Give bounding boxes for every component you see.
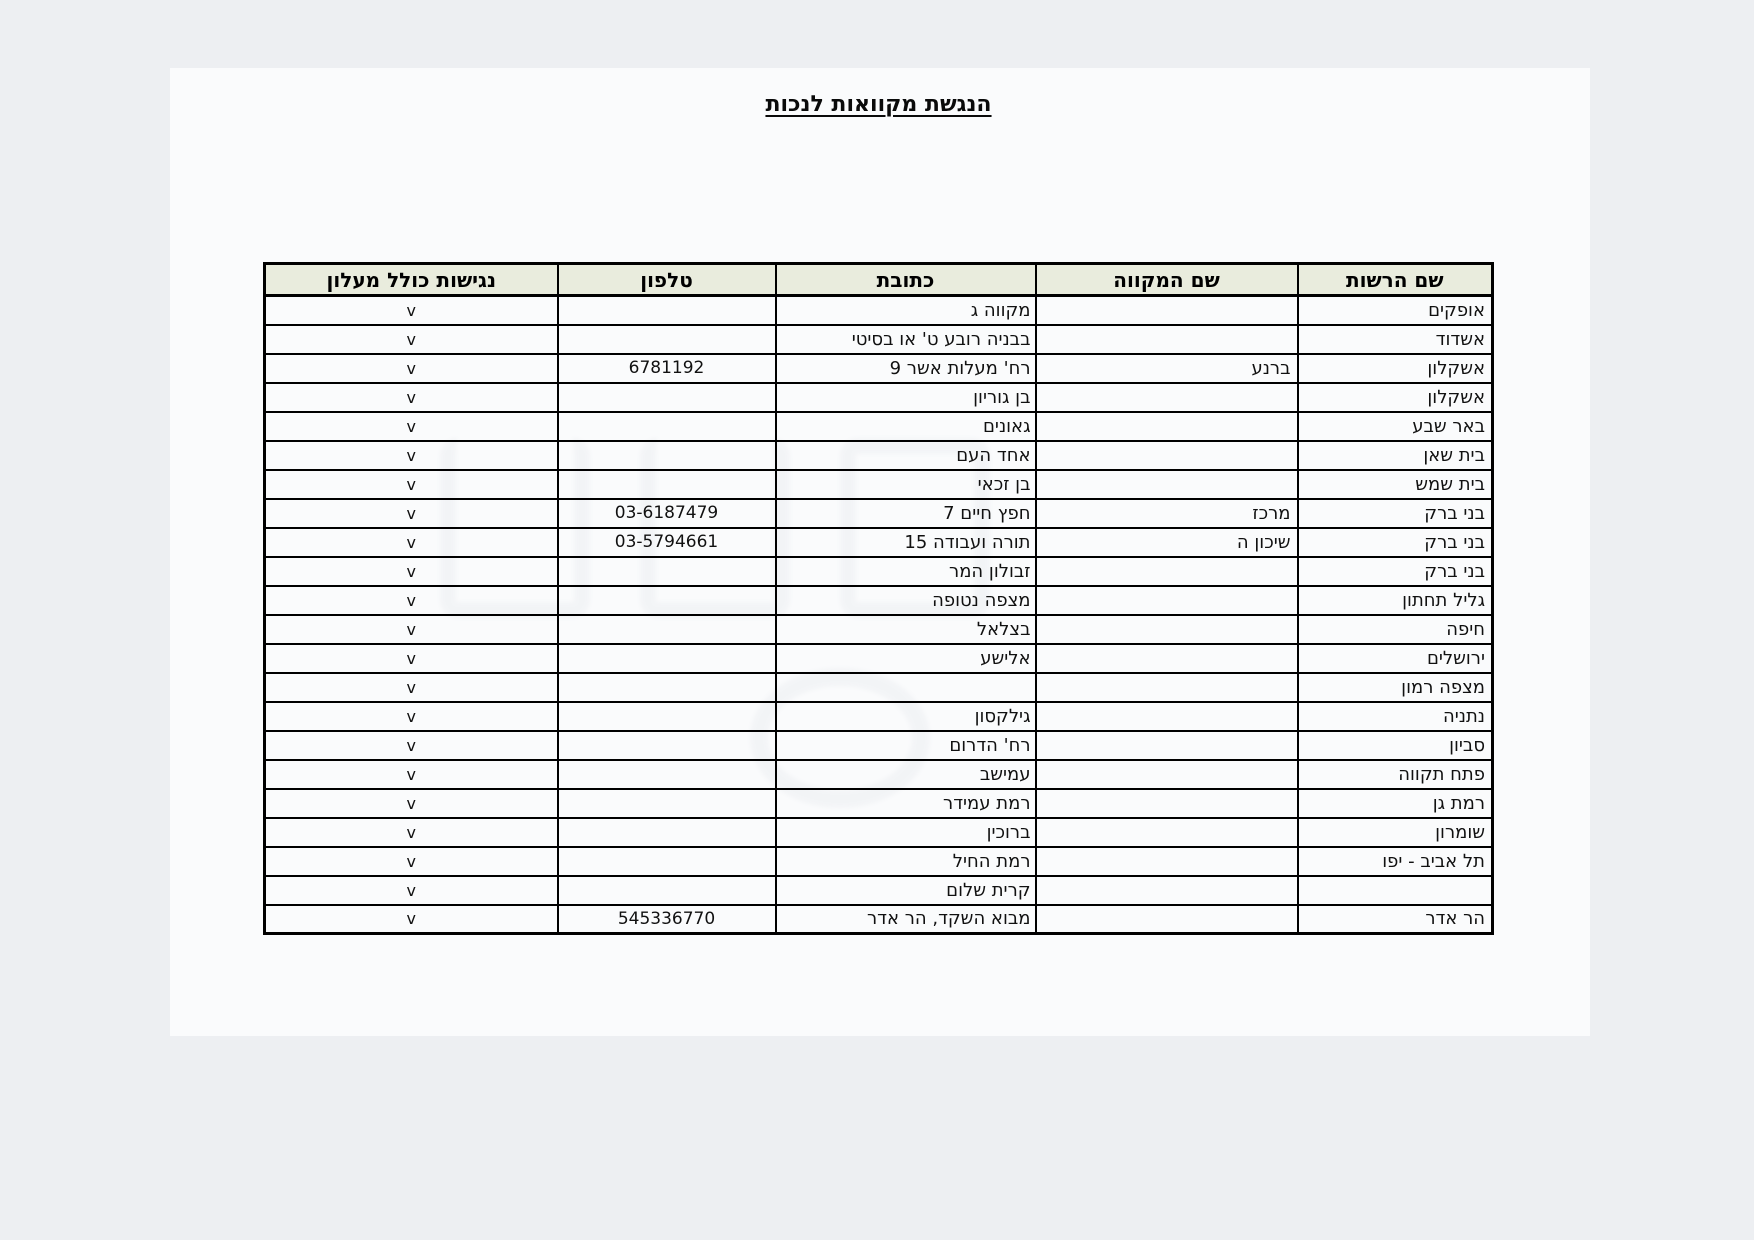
table-row	[265, 296, 1493, 325]
cell-accessibility: v	[265, 847, 558, 876]
cell-accessibility: v	[265, 702, 558, 731]
cell-phone	[558, 383, 776, 412]
cell-address: עמישב	[776, 760, 1036, 789]
cell-phone	[558, 557, 776, 586]
cell-phone	[558, 441, 776, 470]
cell-phone	[558, 731, 776, 760]
cell-accessibility: v	[265, 731, 558, 760]
cell-phone	[558, 644, 776, 673]
table-row	[265, 586, 1493, 615]
cell-accessibility: v	[265, 354, 558, 383]
header-accessibility: נגישות כולל מעלון	[265, 264, 558, 296]
cell-phone: 03-6187479	[558, 499, 776, 528]
cell-accessibility: v	[265, 586, 558, 615]
table-row	[265, 383, 1493, 412]
cell-authority: רמת גן	[1298, 789, 1493, 818]
cell-accessibility: v	[265, 644, 558, 673]
table-row	[265, 731, 1493, 760]
cell-address: חפץ חיים 7	[776, 499, 1036, 528]
cell-phone: 03-5794661	[558, 528, 776, 557]
cell-mikveh	[1036, 412, 1298, 441]
cell-accessibility: v	[265, 789, 558, 818]
cell-mikveh	[1036, 731, 1298, 760]
page-title-text: הנגשת מקוואות לנכות	[765, 92, 992, 117]
table-row	[265, 847, 1493, 876]
cell-accessibility: v	[265, 673, 558, 702]
table-row	[265, 470, 1493, 499]
cell-mikveh	[1036, 586, 1298, 615]
cell-authority: אשקלון	[1298, 383, 1493, 412]
header-phone: טלפון	[558, 264, 776, 296]
table-row	[265, 702, 1493, 731]
table-row	[265, 760, 1493, 789]
cell-accessibility: v	[265, 760, 558, 789]
cell-accessibility: v	[265, 876, 558, 905]
cell-authority: אופקים	[1298, 296, 1493, 325]
cell-address: מצפה נטופה	[776, 586, 1036, 615]
cell-address: גאונים	[776, 412, 1036, 441]
cell-accessibility: v	[265, 818, 558, 847]
header-authority: שם הרשות	[1298, 264, 1493, 296]
cell-accessibility: v	[265, 528, 558, 557]
page-title	[263, 92, 1494, 117]
header-mikveh: שם המקווה	[1036, 264, 1298, 296]
cell-accessibility: v	[265, 441, 558, 470]
cell-address: רח' הדרום	[776, 731, 1036, 760]
cell-mikveh	[1036, 470, 1298, 499]
cell-mikveh	[1036, 760, 1298, 789]
cell-mikveh	[1036, 441, 1298, 470]
cell-address: גילקסון	[776, 702, 1036, 731]
cell-phone	[558, 586, 776, 615]
header-address: כתובת	[776, 264, 1036, 296]
cell-mikveh	[1036, 702, 1298, 731]
cell-accessibility: v	[265, 412, 558, 441]
cell-authority: נתניה	[1298, 702, 1493, 731]
table-row	[265, 354, 1493, 383]
cell-address: בן גוריון	[776, 383, 1036, 412]
cell-mikveh	[1036, 383, 1298, 412]
cell-mikveh: שיכון ה	[1036, 528, 1298, 557]
cell-phone	[558, 702, 776, 731]
cell-mikveh	[1036, 905, 1298, 934]
cell-address: רמת עמידר	[776, 789, 1036, 818]
cell-accessibility: v	[265, 296, 558, 325]
cell-authority: הר אדר	[1298, 905, 1493, 934]
cell-authority: שומרון	[1298, 818, 1493, 847]
cell-mikveh: מרכז	[1036, 499, 1298, 528]
cell-authority: בני ברק	[1298, 499, 1493, 528]
cell-authority: חיפה	[1298, 615, 1493, 644]
table-row	[265, 905, 1493, 934]
cell-mikveh	[1036, 818, 1298, 847]
cell-phone	[558, 789, 776, 818]
cell-address: בצלאל	[776, 615, 1036, 644]
cell-authority: אשדוד	[1298, 325, 1493, 354]
table-row	[265, 615, 1493, 644]
cell-mikveh: ברנע	[1036, 354, 1298, 383]
mikveh-accessibility-table	[263, 262, 1494, 935]
cell-mikveh	[1036, 296, 1298, 325]
cell-address: מבוא השקד, הר אדר	[776, 905, 1036, 934]
cell-authority: באר שבע	[1298, 412, 1493, 441]
cell-authority: מצפה רמון	[1298, 673, 1493, 702]
cell-mikveh	[1036, 644, 1298, 673]
cell-address: אלישע	[776, 644, 1036, 673]
cell-address: תורה ועבודה 15	[776, 528, 1036, 557]
cell-authority: פתח תקווה	[1298, 760, 1493, 789]
cell-address: רח' מעלות אשר 9	[776, 354, 1036, 383]
cell-phone	[558, 325, 776, 354]
cell-address: ברוכין	[776, 818, 1036, 847]
cell-authority: ירושלים	[1298, 644, 1493, 673]
table-row	[265, 818, 1493, 847]
cell-accessibility: v	[265, 325, 558, 354]
cell-mikveh	[1036, 615, 1298, 644]
cell-phone	[558, 876, 776, 905]
cell-phone	[558, 673, 776, 702]
cell-accessibility: v	[265, 470, 558, 499]
cell-address: קרית שלום	[776, 876, 1036, 905]
cell-authority: תל אביב - יפו	[1298, 847, 1493, 876]
cell-mikveh	[1036, 789, 1298, 818]
cell-mikveh	[1036, 557, 1298, 586]
table-row	[265, 789, 1493, 818]
cell-phone	[558, 412, 776, 441]
table-header-row	[265, 264, 1493, 296]
cell-mikveh	[1036, 673, 1298, 702]
cell-authority	[1298, 876, 1493, 905]
cell-address: בבניה רובע ט' או בסיטי	[776, 325, 1036, 354]
table-row	[265, 412, 1493, 441]
cell-address: מקווה ג	[776, 296, 1036, 325]
table-row	[265, 644, 1493, 673]
table-row	[265, 557, 1493, 586]
cell-accessibility: v	[265, 905, 558, 934]
cell-accessibility: v	[265, 615, 558, 644]
cell-authority: בית שאן	[1298, 441, 1493, 470]
cell-authority: בני ברק	[1298, 557, 1493, 586]
cell-authority: סביון	[1298, 731, 1493, 760]
cell-phone	[558, 615, 776, 644]
cell-phone	[558, 296, 776, 325]
table-body	[265, 296, 1493, 934]
cell-accessibility: v	[265, 499, 558, 528]
cell-mikveh	[1036, 847, 1298, 876]
table-row	[265, 325, 1493, 354]
cell-address: אחד העם	[776, 441, 1036, 470]
cell-address: רמת החיל	[776, 847, 1036, 876]
cell-authority: אשקלון	[1298, 354, 1493, 383]
cell-accessibility: v	[265, 383, 558, 412]
cell-mikveh	[1036, 876, 1298, 905]
cell-phone	[558, 847, 776, 876]
cell-authority: גליל תחתון	[1298, 586, 1493, 615]
cell-phone	[558, 470, 776, 499]
cell-address: זבולון המר	[776, 557, 1036, 586]
cell-authority: בית שמש	[1298, 470, 1493, 499]
table-row	[265, 499, 1493, 528]
table-row	[265, 528, 1493, 557]
cell-address	[776, 673, 1036, 702]
table-row	[265, 441, 1493, 470]
cell-address: בן זכאי	[776, 470, 1036, 499]
cell-accessibility: v	[265, 557, 558, 586]
table-row	[265, 876, 1493, 905]
table-header	[265, 264, 1493, 296]
cell-phone: 545336770	[558, 905, 776, 934]
cell-mikveh	[1036, 325, 1298, 354]
cell-phone	[558, 760, 776, 789]
cell-authority: בני ברק	[1298, 528, 1493, 557]
table-row	[265, 673, 1493, 702]
cell-phone	[558, 818, 776, 847]
cell-phone: 6781192	[558, 354, 776, 383]
